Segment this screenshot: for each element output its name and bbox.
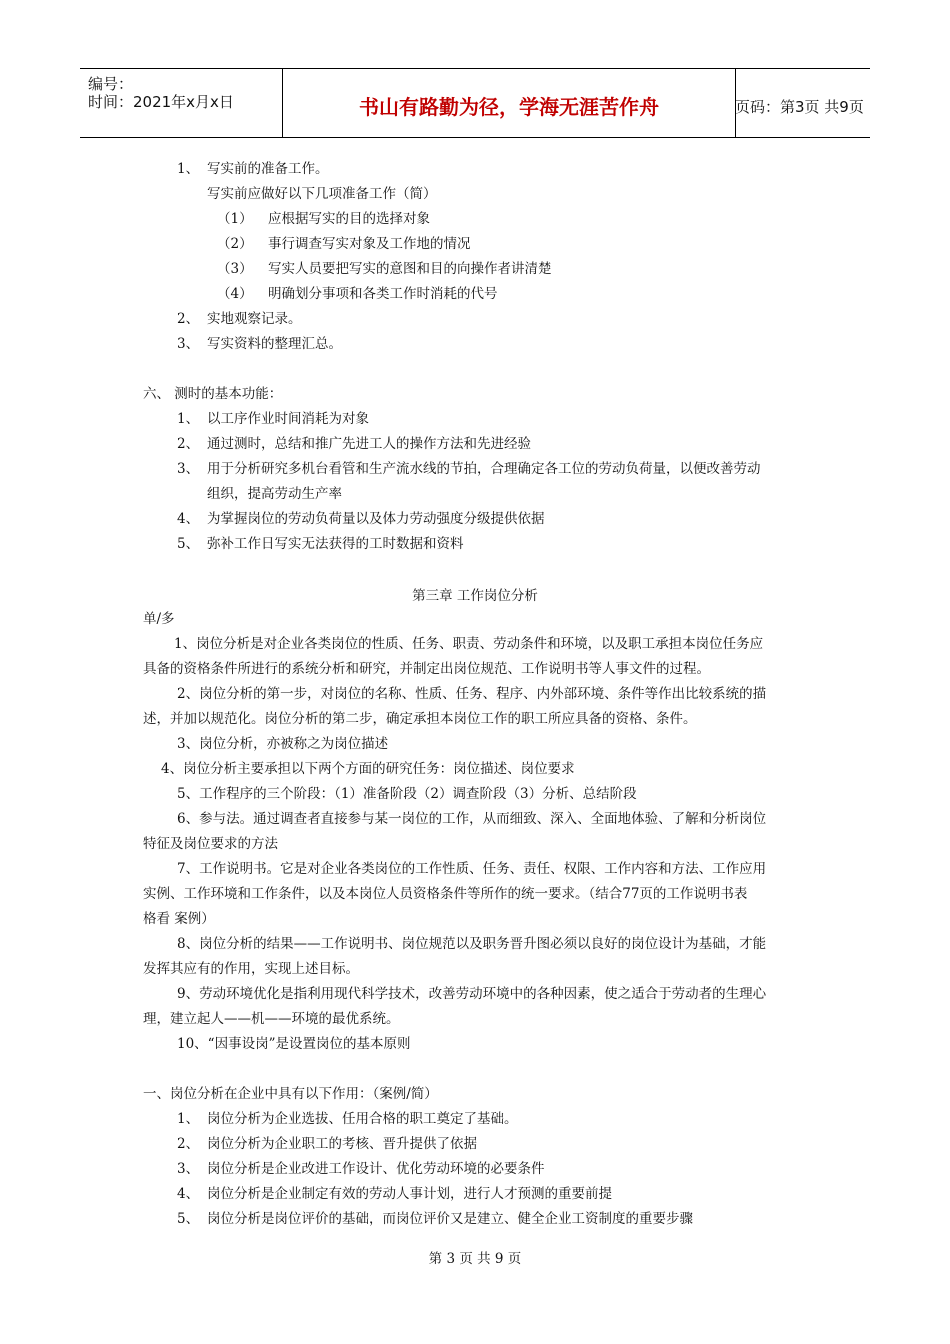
header-motto-cell xyxy=(282,69,736,137)
paragraph-line: 9、劳动环境优化是指利用现代科学技术，改善劳动环境中的各种因素，使之适合于劳动者的生理心 xyxy=(177,986,767,1002)
header-meta-cell xyxy=(80,69,282,137)
paragraph-line: 10、“因事设岗”是设置岗位的基本原则 xyxy=(177,1036,411,1052)
page-footer: 第 3 页 共 9 页 xyxy=(428,1251,522,1267)
list-item-num: 5、 xyxy=(177,536,200,552)
paragraph-line: 具备的资格条件所进行的系统分析和研究，并制定出岗位规范、工作说明书等人事文件的过程。 xyxy=(143,661,710,677)
list-item-text: 岗位分析为企业选拔、任用合格的职工奠定了基础。 xyxy=(207,1111,518,1127)
list-item-text: 应根据写实的目的选择对象 xyxy=(268,211,430,227)
list-item-text: 组织，提高劳动生产率 xyxy=(207,486,342,502)
list-item-num: 4、 xyxy=(177,1186,200,1202)
section-heading: 六、 测时的基本功能： xyxy=(143,386,283,402)
list-item-num: 2、 xyxy=(177,311,200,327)
list-item-text: 写实前应做好以下几项准备工作（简） xyxy=(207,186,437,202)
paragraph-line: 3、岗位分析，亦被称之为岗位描述 xyxy=(177,736,389,752)
paragraph-line: 理，建立起人——机——环境的最优系统。 xyxy=(143,1011,400,1027)
list-item-text: 弥补工作日写实无法获得的工时数据和资料 xyxy=(207,536,464,552)
list-item-num: （1） xyxy=(217,211,253,227)
list-item-num: （4） xyxy=(217,286,253,302)
list-item-text: 写实资料的整理汇总。 xyxy=(207,336,342,352)
paragraph-line: 8、岗位分析的结果——工作说明书、岗位规范以及职务晋升图必须以良好的岗位设计为基础，才能 xyxy=(177,936,767,952)
paragraph-line: 述，并加以规范化。岗位分析的第二步，确定承担本岗位工作的职工所应具备的资格、条件。 xyxy=(143,711,697,727)
list-item-text: 为掌握岗位的劳动负荷量以及体力劳动强度分级提供依据 xyxy=(207,511,545,527)
list-item-num: 2、 xyxy=(177,436,200,452)
list-item: 1、 xyxy=(177,161,200,177)
list-item-text: 岗位分析是岗位评价的基础，而岗位评价又是建立、健全企业工资制度的重要步骤 xyxy=(207,1211,693,1227)
paragraph-line: 特征及岗位要求的方法 xyxy=(143,836,278,852)
time-label: 时间：2021年x月x日 xyxy=(88,93,234,111)
serial-label: 编号： xyxy=(88,75,134,93)
list-item-num: 1、 xyxy=(177,1111,200,1127)
list-item-num: 5、 xyxy=(177,1211,200,1227)
list-item-text: 岗位分析是企业制定有效的劳动人事计划，进行人才预测的重要前提 xyxy=(207,1186,612,1202)
paragraph-line: 实例、工作环境和工作条件，以及本岗位人员资格条件等所作的统一要求。（结合77页的工作说明书表 xyxy=(143,886,748,902)
list-item-num: 1、 xyxy=(177,411,200,427)
section-heading: 一、岗位分析在企业中具有以下作用：（案例/简） xyxy=(143,1086,438,1102)
paragraph-line: 格看 案例） xyxy=(143,911,215,927)
page-code: 页码：第3页 共9页 xyxy=(735,98,864,116)
list-item-text: 写实前的准备工作。 xyxy=(207,161,329,177)
list-item-text: 写实人员要把写实的意图和目的向操作者讲清楚 xyxy=(268,261,552,277)
list-item-text: 用于分析研究多机台看管和生产流水线的节拍，合理确定各工位的劳动负荷量，以便改善劳动 xyxy=(207,461,761,477)
paragraph-line: 4、岗位分析主要承担以下两个方面的研究任务：岗位描述、岗位要求 xyxy=(161,761,575,777)
paragraph-line: 1、岗位分析是对企业各类岗位的性质、任务、职责、劳动条件和环境，以及职工承担本岗位任务应 xyxy=(174,636,764,652)
page-header xyxy=(80,68,870,138)
list-item-num: 4、 xyxy=(177,511,200,527)
list-item-text: 岗位分析是企业改进工作设计、优化劳动环境的必要条件 xyxy=(207,1161,545,1177)
list-item-text: 实地观察记录。 xyxy=(207,311,302,327)
paragraph-line: 6、参与法。通过调查者直接参与某一岗位的工作，从而细致、深入、全面地体验、了解和分析岗位 xyxy=(177,811,767,827)
list-item-text: 明确划分事项和各类工作时消耗的代号 xyxy=(268,286,498,302)
paragraph-line: 2、岗位分析的第一步，对岗位的名称、性质、任务、程序、内外部环境、条件等作出比较系统的描 xyxy=(177,686,767,702)
list-item-text: 事行调查写实对象及工作地的情况 xyxy=(268,236,471,252)
motto: 书山有路勤为径，学海无涯苦作舟 xyxy=(359,95,659,119)
paragraph-line: 5、工作程序的三个阶段：（1）准备阶段（2）调查阶段（3）分析、总结阶段 xyxy=(177,786,637,802)
list-item-text: 通过测时，总结和推广先进工人的操作方法和先进经验 xyxy=(207,436,531,452)
question-type-label: 单/多 xyxy=(143,611,175,627)
paragraph-line: 发挥其应有的作用，实现上述目标。 xyxy=(143,961,359,977)
list-item-num: 3、 xyxy=(177,336,200,352)
list-item-num: 3、 xyxy=(177,1161,200,1177)
list-item-num: 3、 xyxy=(177,461,200,477)
list-item-num: （2） xyxy=(217,236,253,252)
list-item-text: 岗位分析为企业职工的考核、晋升提供了依据 xyxy=(207,1136,477,1152)
list-item-num: 2、 xyxy=(177,1136,200,1152)
list-item-text: 以工序作业时间消耗为对象 xyxy=(207,411,369,427)
list-item-num: （3） xyxy=(217,261,253,277)
chapter-title: 第三章 工作岗位分析 xyxy=(412,588,538,604)
paragraph-line: 7、工作说明书。它是对企业各类岗位的工作性质、任务、责任、权限、工作内容和方法、工作应用 xyxy=(177,861,767,877)
